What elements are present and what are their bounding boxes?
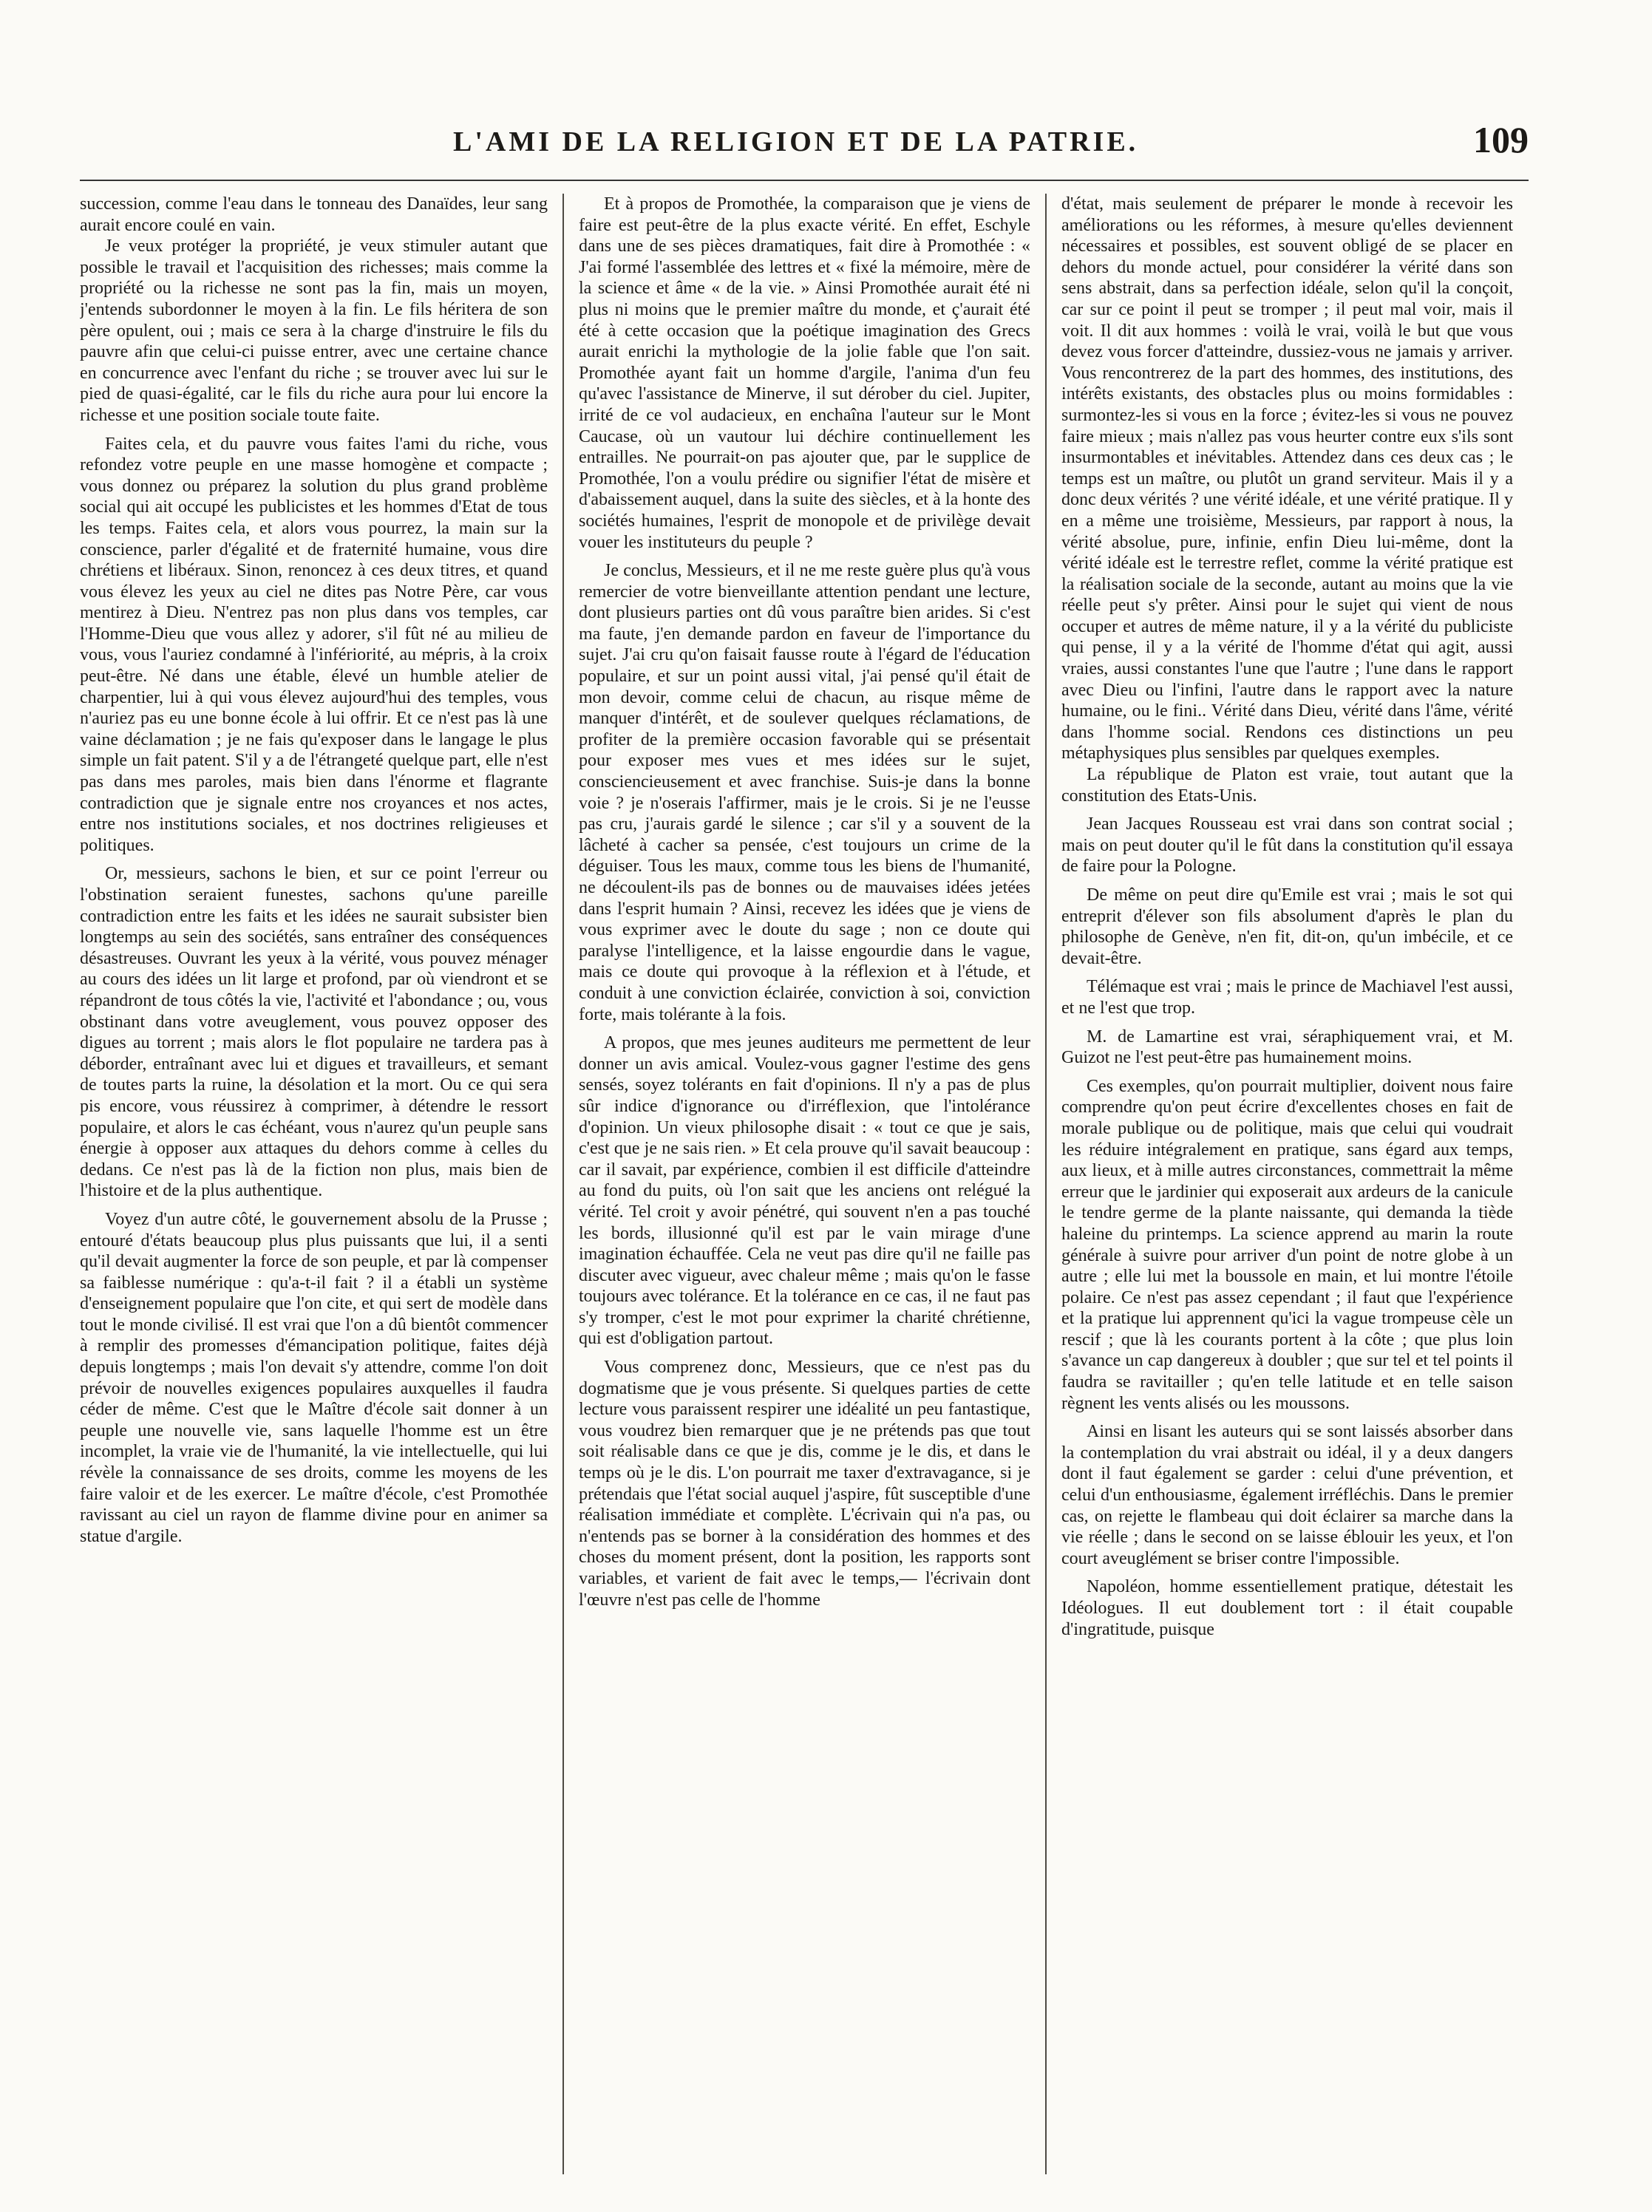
column-1-paragraph-3: Faites cela, et du pauvre vous faites l'ami du riche, vous refondez votre peuple en une masse homogène et compacte ; vous donnez ou préparez la solution du plus grand problème social qui ait occupé les publicistes et les hommes d'Etat de tous les temps. Faites cela, et alors vous pourrez, la main sur la conscience, parler d'égalité et de fraternité humaine, vous dire chrétiens et libéraux. Sinon, renoncez à ces deux titres, et quand vous élevez les yeux au ciel ne dites pas Notre Père, car vous mentirez à Dieu. N'entrez pas non plus dans vos temples, car l'Homme-Dieu que vous allez y adorer, s'il fût né au milieu de vous, vous l'auriez condamné à l'infériorité, au mépris, à la croix peut-être. Né dans une étable, élevé un humble atelier de charpentier, lui à qui vous élevez aujourd'hui des temples, vous n'auriez pas eu une bonne école à lui offrir. Et ce n'est pas là une vaine déclamation ; je ne fais qu'exposer dans le langage le plus simple un fait patent. S'il y a de l'étrangeté quelque part, elle n'est pas dans mes paroles, mais bien dans l'énorme et flagrante contradiction que je signale entre nos croyances et nos actes, entre nos institutions sociales, et nos doctrines religieuses et politiques.	[80, 434, 548, 855]
column-3-paragraph-7: Ces exemples, qu'on pourrait multiplier, doivent nous faire comprendre qu'on peut écrire d'excellentes choses en fait de morale publique ou de politique, mais que celui qui voudrait les réduire intégralement en pratique, sans égard aux temps, aux lieux, et à mille autres circonstances, commettrait la même erreur que le jardinier qui exposerait aux ardeurs de la canicule le tendre germe de la plante naissante, qui demanda la tiède haleine du printemps. La science apprend au marin la route générale à suivre pour arriver d'un point de notre globe à un autre ; elle lui met la boussole en main, et lui montre l'étoile polaire. Ce n'est pas assez cependant ; il faut que l'expérience et la pratique lui apprennent qu'ici la vague trompeuse cèle un rescif ; que là les courants portent à la côte ; que plus loin s'avance un cap dangereux à doubler ; que sur tel et tel points il faudra se ravitailler ; qu'en telle latitude et en telle saison règnent les vents alisés ou les moussons.	[1061, 1076, 1513, 1413]
page-number: 109	[1473, 119, 1529, 160]
running-head	[80, 119, 1529, 177]
column-1-paragraph-5: Voyez d'un autre côté, le gouvernement absolu de la Prusse ; entouré d'états beaucoup plus plus puissants que lui, il a senti qu'il devait augmenter la force de son peuple, et par là compenser sa faiblesse numérique : qu'a-t-il fait ? il a établi un système d'enseignement populaire que l'on cite, et qui sert de modèle dans tout le monde civilisé. Il est vrai que l'on a dû bientôt commencer à remplir des promesses d'émancipation politique, faites déjà depuis longtemps ; mais l'on devait s'y attendre, comme l'on doit prévoir de nouvelles exigences populaires auxquelles il faudra céder de même. C'est que le Maître d'école sait donner à un peuple une nouvelle vie, sans laquelle l'homme est un être incomplet, la vraie vie de l'humanité, la vie intellectuelle, qui lui révèle la connaissance de ses droits, comme les moyens de les faire valoir et de les exercer. Le maître d'école, c'est Promothée ravissant au ciel un rayon de flamme divine pour en animer sa statue d'argile.	[80, 1209, 548, 1546]
column-3-paragraph-6: M. de Lamartine est vrai, séraphiquement vrai, et M. Guizot ne l'est peut-être pas humainement moins.	[1061, 1027, 1513, 1068]
running-title: L'AMI DE LA RELIGION ET DE LA PATRIE.	[453, 126, 1139, 157]
column-2-paragraph-3: A propos, que mes jeunes auditeurs me permettent de leur donner un avis amical. Voulez-vous gagner l'estime des gens sensés, soyez tolérants en fait d'opinions. Il n'y a pas de plus sûr indice d'ignorance ou d'irréflexion, que l'intolérance d'opinion. Un vieux philosophe disait : « tout ce que je sais, c'est que je ne sais rien. » Et cela prouve qu'il savait beaucoup : car il savait, par expérience, combien il est difficile d'atteindre au fond du puits, où l'on sait que les anciens ont relégué la vérité. Tel croit y avoir pénétré, qui souvent n'en a pas touché les bords, illusionné qu'il est par le vain mirage d'une imagination échauffée. Cela ne veut pas dire qu'il ne faille pas discuter avec vigueur, avec chaleur même ; mais qu'on le fasse toujours avec tolérance. Et la tolérance en ce cas, il ne faut pas s'y tromper, c'est le mot pour exprimer la charité chrétienne, qui est d'obligation partout.	[579, 1033, 1030, 1349]
column-1-paragraph-2: Je veux protéger la propriété, je veux stimuler autant que possible le travail et l'acquisition des richesses; mais comme la propriété ou la richesse ne sont pas la fin, mais un moyen, j'entends subordonner le moyen à la fin. Le fils héritera de son père opulent, oui ; mais ce sera à la charge d'instruire le fils du pauvre afin que celui-ci puisse entrer, avec une certaine chance en concurrence avec l'enfant du riche ; se trouver avec lui sur le pied de quasi-égalité, car le fils du riche aura pour lui encore la richesse et une position sociale toute faite.	[80, 236, 548, 425]
column-3-paragraph-4: De même on peut dire qu'Emile est vrai ; mais le sot qui entreprit d'élever son fils absolument d'après le plan du philosophe de Genève, n'en fit, dit-on, qu'un imbécile, et ce devait-être.	[1061, 885, 1513, 968]
column-3-paragraph-9: Napoléon, homme essentiellement pratique, détestait les Idéologues. Il eut doublement tort : il était coupable d'ingratitude, puisque	[1061, 1577, 1513, 1639]
column-3-paragraph-8: Ainsi en lisant les auteurs qui se sont laissés absorber dans la contemplation du vrai abstrait ou idéal, il y a deux dangers dont il faut également se garder : celui d'une prévention, et celui d'un enthousiasme, également irréfléchis. Dans le premier cas, on rejette le flambeau qui doit éclairer sa marche dans la vie réelle ; dans le second on se laisse éblouir les yeux, et l'on court aveuglément se briser contre l'impossible.	[1061, 1422, 1513, 1568]
column-2-paragraph-1: Et à propos de Promothée, la comparaison que je viens de faire est peut-être de la plus exacte vérité. En effet, Eschyle dans une de ses pièces dramatiques, fait dire à Promothée : « J'ai formé l'assemblée des lettres et « fixé la mémoire, mère de la science et âme « de la vie. » Ainsi Promothée aurait été ni plus ni moins que le premier maître du monde, et ç'aurait été été à cette occasion que la poétique imagination des Grecs aurait enrichi la mythologie de la jolie fable que l'on sait. Promothée ayant fait un homme d'argile, l'anima d'un feu qu'avec l'assistance de Minerve, il sut dérober du ciel. Jupiter, irrité de ce vol audacieux, en enchaîna l'auteur sur le Mont Caucase, où un vautour lui déchire continuellement les entrailles. Ne pourrait-on pas ajouter que, par le supplice de Promothée, l'on a voulu prédire ou signifier l'état de misère et d'abaissement auquel, dans la suite des siècles, et à la honte des sociétés humaines, l'esprit de monopole et de privilège devait vouer les instituteurs du peuple ?	[579, 194, 1030, 552]
column-1-paragraph-1: succession, comme l'eau dans le tonneau des Danaïdes, leur sang aurait encore coulé en vain.	[80, 194, 548, 235]
column-3-paragraph-2: La république de Platon est vraie, tout autant que la constitution des Etats-Unis.	[1061, 765, 1513, 806]
article-columns	[80, 194, 1529, 2174]
column-3-paragraph-5: Télémaque est vrai ; mais le prince de Machiavel l'est aussi, et ne l'est que trop.	[1061, 977, 1513, 1018]
column-3-paragraph-3: Jean Jacques Rousseau est vrai dans son contrat social ; mais on peut douter qu'il le fût dans la constitution qu'il essaya de faire pour la Pologne.	[1061, 814, 1513, 877]
column-2-paragraph-2: Je conclus, Messieurs, et il ne me reste guère plus qu'à vous remercier de votre bienveillante attention pendant une lecture, dont plusieurs parties ont dû vous paraître bien arides. Si c'est ma faute, j'en demande pardon en faveur de l'importance du sujet. J'ai cru qu'on faisait fausse route à l'égard de l'éducation populaire, et sur un point aussi vital, j'ai pensé qu'il était de mon devoir, comme celui de chacun, au risque même de manquer d'intérêt, et de soulever quelques réclamations, de profiter de la première occasion favorable qui se présentait pour exposer mes vues et mes idées sur le sujet, consciencieusement et avec franchise. Suis-je dans la bonne voie ? je n'oserais l'affirmer, mais je le crois. Si je ne l'eusse pas cru, j'aurais gardé le silence ; car s'il y a souvent de la lâcheté à cacher sa pensée, c'est toujours un crime de la déguiser. Tous les maux, comme tous les biens de l'humanité, ne découlent-ils pas de bonnes ou de mauvaises idées jetées dans l'esprit humain ? Ainsi, recevez les idées que je viens de vous exprimer avec le doute du sage ; non ce doute qui paralyse l'intelligence, et la laisse engourdie dans le vague, mais ce doute qui provoque à la réflexion et à l'étude, et conduit à une conviction éclairée, conviction à soi, conviction forte, mais tolérante à la fois.	[579, 561, 1030, 1024]
column-2	[562, 194, 1045, 2174]
column-3	[1045, 194, 1528, 2174]
column-3-paragraph-1: d'état, mais seulement de préparer le monde à recevoir les améliorations ou les réformes, à mesure qu'elles deviennent nécessaires et possibles, est souvent obligé de se placer en dehors du monde actuel, pour considérer la vérité dans son sens abstrait, dans sa perfection idéale, selon qu'il la conçoit, car sur ce point il peut se tromper ; il peut mal voir, mais il voit. Il dit aux hommes : voilà le vrai, voilà le but que vous devez vous forcer d'atteindre, dussiez-vous ne jamais y arriver. Vous rencontrerez de la part des hommes, des institutions, des intérêts existants, des obstacles plus ou moins formidables : surmontez-les si vous en la force ; évitez-les si vous ne pouvez faire mieux ; mais n'allez pas vous heurter contre eux s'ils sont insurmontables et inévitables. Attendez dans ces deux cas ; le temps est un maître, ou plutôt un grand serviteur. Mais il y a donc deux vérités ? une vérité idéale, et une vérité pratique. Il y en a même une troisième, Messieurs, par rapport à nous, la vérité absolue, pure, infinie, enfin Dieu lui-même, dont la vérité idéale est le terrestre reflet, comme la vérité pratique est la réalisation sociale de la seconde, autant au moins que la vie réelle peut s'y prêter. Ainsi pour le sujet qui vient de nous occuper et autres de même nature, il y a la vérité du publiciste qui pense, il y a la vérité de l'homme d'état qui agit, aussi vraies, aussi constantes l'une que l'autre ; l'une dans le rapport avec Dieu ou l'infini, l'autre dans le rapport avec la nature humaine, ou le fini.. Vérité dans Dieu, vérité dans l'âme, vérité dans l'homme social. Rendons ces distinctions un peu métaphysiques plus sensibles par quelques exemples.	[1061, 194, 1513, 763]
column-1	[80, 194, 562, 2174]
column-1-paragraph-4: Or, messieurs, sachons le bien, et sur ce point l'erreur ou l'obstination seraient funestes, sachons qu'une pareille contradiction entre les faits et les idées ne saurait subsister bien longtemps au sein des sociétés, sans entraîner des conséquences désastreuses. Ouvrant les yeux à la vérité, vous pouvez ménager au cours des idées un lit large et profond, par où viendront et se répandront de tous côtés la vie, l'activité et l'abondance ; ou, vous obstinant dans votre aveuglement, vous pouvez opposer des digues au torrent ; mais alors le flot populaire ne tardera pas à déborder, entraînant avec lui et digues et travailleurs, et semant de toutes parts la ruine, la désolation et la mort. Ou ce qui sera pis encore, vous réussirez à comprimer, à détendre le ressort populaire, et alors le cas échéant, vous n'aurez qu'un peuple sans énergie à opposer aux attaques du dehors comme à celles du dedans. Ce n'est pas là de la fiction non plus, mais bien de l'histoire et de la plus authentique.	[80, 864, 548, 1201]
column-2-paragraph-4: Vous comprenez donc, Messieurs, que ce n'est pas du dogmatisme que je vous présente. Si quelques parties de cette lecture vous paraissent respirer une idéalité un peu fantastique, vous voudrez bien remarquer que je ne prétends pas que tout soit réalisable dans ce que je dis, comme je le dis, et dans le temps où je le dis. L'on pourrait me taxer d'extravagance, si je prétendais que l'état social auquel j'aspire, fût susceptible d'une réalisation immédiate et complète. L'écrivain qui n'a pas, ou n'entends pas se borner à la considération des hommes et des choses du moment présent, dont la position, les rapports sont variables, et varient de fait avec le temps,— l'écrivain dont l'œuvre n'est pas celle de l'homme	[579, 1358, 1030, 1610]
header-rule	[80, 180, 1529, 181]
